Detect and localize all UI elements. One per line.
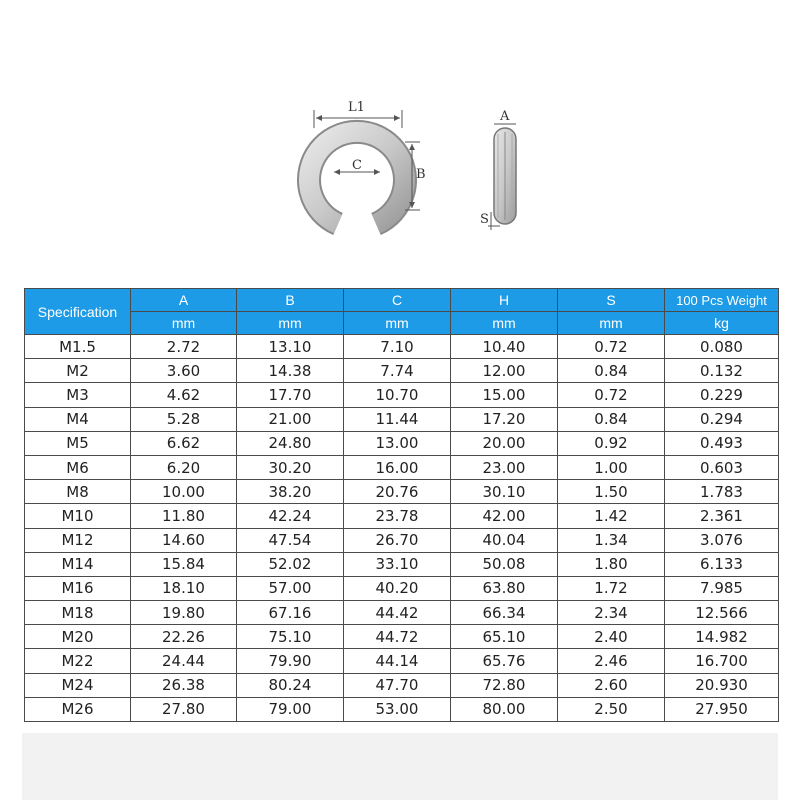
value-cell: 16.700 — [665, 649, 779, 673]
value-cell: 1.783 — [665, 480, 779, 504]
table-row — [25, 504, 779, 528]
value-cell: 3.076 — [665, 528, 779, 552]
value-cell: 0.294 — [665, 407, 779, 431]
value-cell: 13.00 — [344, 431, 451, 455]
value-cell: 0.84 — [558, 359, 665, 383]
value-cell: 80.00 — [451, 697, 558, 721]
value-cell: 23.00 — [451, 455, 558, 479]
value-cell: 17.20 — [451, 407, 558, 431]
value-cell: 19.80 — [131, 601, 237, 625]
value-cell: 44.42 — [344, 601, 451, 625]
table-row — [25, 576, 779, 600]
spec-cell: M14 — [25, 552, 131, 576]
label-l1: L1 — [348, 100, 365, 115]
header-c: C — [344, 289, 451, 312]
value-cell: 53.00 — [344, 697, 451, 721]
value-cell: 0.603 — [665, 455, 779, 479]
value-cell: 20.930 — [665, 673, 779, 697]
header-h: H — [451, 289, 558, 312]
value-cell: 52.02 — [237, 552, 344, 576]
value-cell: 16.00 — [344, 455, 451, 479]
table-row — [25, 407, 779, 431]
spec-cell: M18 — [25, 601, 131, 625]
value-cell: 0.493 — [665, 431, 779, 455]
unit-h: mm — [451, 312, 558, 335]
value-cell: 24.44 — [131, 649, 237, 673]
value-cell: 6.20 — [131, 455, 237, 479]
value-cell: 6.133 — [665, 552, 779, 576]
spec-cell: M8 — [25, 480, 131, 504]
value-cell: 23.78 — [344, 504, 451, 528]
value-cell: 2.361 — [665, 504, 779, 528]
value-cell: 14.38 — [237, 359, 344, 383]
spec-cell: M4 — [25, 407, 131, 431]
value-cell: 67.16 — [237, 601, 344, 625]
value-cell: 24.80 — [237, 431, 344, 455]
spec-cell: M10 — [25, 504, 131, 528]
table-row — [25, 625, 779, 649]
value-cell: 57.00 — [237, 576, 344, 600]
value-cell: 26.70 — [344, 528, 451, 552]
value-cell: 22.26 — [131, 625, 237, 649]
spec-cell: M2 — [25, 359, 131, 383]
header-specification: Specification — [25, 289, 131, 335]
table-row — [25, 673, 779, 697]
spec-table — [24, 288, 779, 722]
table-row — [25, 359, 779, 383]
value-cell: 2.40 — [558, 625, 665, 649]
value-cell: 1.34 — [558, 528, 665, 552]
label-a: A — [500, 109, 510, 124]
table-row — [25, 552, 779, 576]
value-cell: 33.10 — [344, 552, 451, 576]
value-cell: 20.00 — [451, 431, 558, 455]
value-cell: 27.80 — [131, 697, 237, 721]
table-row — [25, 455, 779, 479]
spec-cell: M3 — [25, 383, 131, 407]
value-cell: 65.76 — [451, 649, 558, 673]
value-cell: 2.46 — [558, 649, 665, 673]
table-row — [25, 697, 779, 721]
table-header — [25, 289, 779, 335]
unit-b: mm — [237, 312, 344, 335]
value-cell: 0.080 — [665, 335, 779, 359]
value-cell: 11.80 — [131, 504, 237, 528]
value-cell: 6.62 — [131, 431, 237, 455]
value-cell: 12.566 — [665, 601, 779, 625]
value-cell: 4.62 — [131, 383, 237, 407]
value-cell: 42.24 — [237, 504, 344, 528]
value-cell: 21.00 — [237, 407, 344, 431]
value-cell: 15.00 — [451, 383, 558, 407]
header-b: B — [237, 289, 344, 312]
value-cell: 17.70 — [237, 383, 344, 407]
value-cell: 2.34 — [558, 601, 665, 625]
value-cell: 30.20 — [237, 455, 344, 479]
value-cell: 79.00 — [237, 697, 344, 721]
ring-diagram — [0, 0, 800, 270]
header-a: A — [131, 289, 237, 312]
value-cell: 30.10 — [451, 480, 558, 504]
value-cell: 0.84 — [558, 407, 665, 431]
value-cell: 2.50 — [558, 697, 665, 721]
value-cell: 0.132 — [665, 359, 779, 383]
spec-cell: M26 — [25, 697, 131, 721]
value-cell: 13.10 — [237, 335, 344, 359]
value-cell: 10.00 — [131, 480, 237, 504]
value-cell: 63.80 — [451, 576, 558, 600]
value-cell: 10.40 — [451, 335, 558, 359]
label-c: C — [352, 158, 362, 173]
value-cell: 27.950 — [665, 697, 779, 721]
header-weight: 100 Pcs Weight — [665, 289, 779, 312]
value-cell: 2.72 — [131, 335, 237, 359]
table-row — [25, 649, 779, 673]
value-cell: 79.90 — [237, 649, 344, 673]
value-cell: 0.229 — [665, 383, 779, 407]
value-cell: 40.04 — [451, 528, 558, 552]
value-cell: 47.70 — [344, 673, 451, 697]
value-cell: 1.00 — [558, 455, 665, 479]
value-cell: 44.72 — [344, 625, 451, 649]
table-row — [25, 528, 779, 552]
value-cell: 42.00 — [451, 504, 558, 528]
spec-cell: M5 — [25, 431, 131, 455]
value-cell: 26.38 — [131, 673, 237, 697]
table-row — [25, 431, 779, 455]
table-row — [25, 601, 779, 625]
value-cell: 66.34 — [451, 601, 558, 625]
spec-cell: M16 — [25, 576, 131, 600]
unit-s: mm — [558, 312, 665, 335]
label-s: S — [480, 212, 489, 227]
value-cell: 3.60 — [131, 359, 237, 383]
value-cell: 44.14 — [344, 649, 451, 673]
value-cell: 1.72 — [558, 576, 665, 600]
value-cell: 38.20 — [237, 480, 344, 504]
value-cell: 75.10 — [237, 625, 344, 649]
unit-c: mm — [344, 312, 451, 335]
spec-cell: M20 — [25, 625, 131, 649]
spec-cell: M24 — [25, 673, 131, 697]
unit-a: mm — [131, 312, 237, 335]
value-cell: 47.54 — [237, 528, 344, 552]
value-cell: 65.10 — [451, 625, 558, 649]
header-s: S — [558, 289, 665, 312]
value-cell: 0.92 — [558, 431, 665, 455]
table-body — [25, 335, 779, 722]
value-cell: 0.72 — [558, 335, 665, 359]
table-row — [25, 335, 779, 359]
value-cell: 40.20 — [344, 576, 451, 600]
unit-weight: kg — [665, 312, 779, 335]
spec-cell: M6 — [25, 455, 131, 479]
label-b: B — [416, 167, 426, 182]
spec-cell: M12 — [25, 528, 131, 552]
value-cell: 1.50 — [558, 480, 665, 504]
table-row — [25, 383, 779, 407]
spec-cell: M22 — [25, 649, 131, 673]
value-cell: 11.44 — [344, 407, 451, 431]
ring-drawing — [0, 0, 800, 270]
spec-cell: M1.5 — [25, 335, 131, 359]
value-cell: 10.70 — [344, 383, 451, 407]
value-cell: 14.982 — [665, 625, 779, 649]
value-cell: 2.60 — [558, 673, 665, 697]
value-cell: 15.84 — [131, 552, 237, 576]
bottom-band — [22, 733, 778, 800]
value-cell: 7.985 — [665, 576, 779, 600]
value-cell: 72.80 — [451, 673, 558, 697]
value-cell: 7.10 — [344, 335, 451, 359]
value-cell: 1.42 — [558, 504, 665, 528]
value-cell: 5.28 — [131, 407, 237, 431]
value-cell: 80.24 — [237, 673, 344, 697]
value-cell: 50.08 — [451, 552, 558, 576]
value-cell: 7.74 — [344, 359, 451, 383]
table-row — [25, 480, 779, 504]
value-cell: 20.76 — [344, 480, 451, 504]
value-cell: 14.60 — [131, 528, 237, 552]
value-cell: 12.00 — [451, 359, 558, 383]
value-cell: 18.10 — [131, 576, 237, 600]
value-cell: 0.72 — [558, 383, 665, 407]
value-cell: 1.80 — [558, 552, 665, 576]
